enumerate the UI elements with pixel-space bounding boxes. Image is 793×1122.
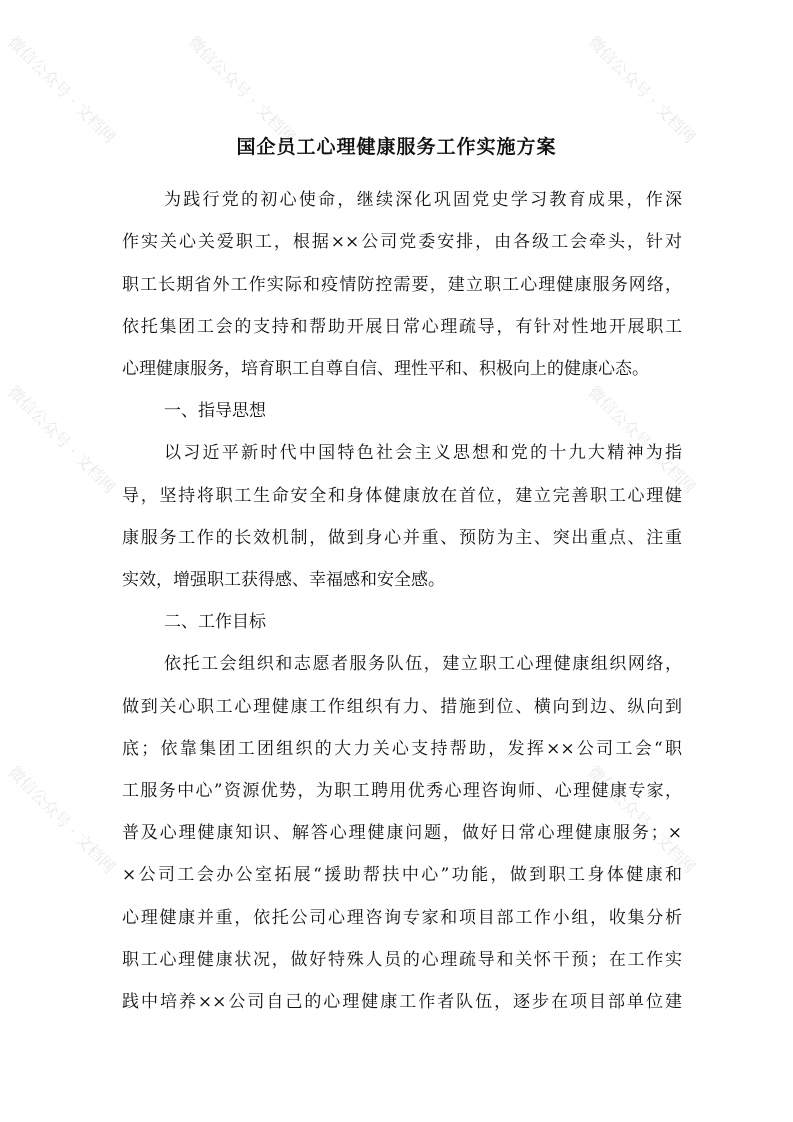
- intro-line: 心理健康服务，培育职工自尊自信、理性平和、积极向上的健康心态。: [122, 359, 649, 379]
- watermark: 微信公众号 · 文档网: [4, 382, 120, 497]
- section2-line: 践中培养××公司自己的心理健康工作者队伍，逐步在项目部单位建: [122, 992, 682, 1012]
- section1-line: 实效，增强职工获得感、幸福感和安全感。: [122, 570, 445, 590]
- section-heading-work-goals: 二、工作目标: [164, 612, 266, 632]
- watermark: 微信公众号 · 文档网: [584, 32, 700, 147]
- section2-line: 普及心理健康知识、解答心理健康问题，做好日常心理健康服务；×: [122, 823, 682, 843]
- watermark: 微信公众号 · 文档网: [584, 762, 700, 877]
- intro-line: 作实关心关爱职工，根据××公司党委安排，由各级工会牵头，针对: [122, 232, 682, 252]
- section2-line: 依托工会组织和志愿者服务队伍，建立职工心理健康组织网络，: [164, 654, 682, 674]
- intro-line: 依托集团工会的支持和帮助开展日常心理疏导，有针对性地开展职工: [122, 317, 682, 337]
- section2-line: 做到关心职工心理健康工作组织有力、措施到位、横向到边、纵向到: [122, 697, 682, 717]
- watermark: 微信公众号 · 文档网: [184, 32, 300, 147]
- watermark: 微信公众号 · 文档网: [4, 32, 120, 147]
- section1-line: 以习近平新时代中国特色社会主义思想和党的十九大精神为指: [164, 443, 682, 463]
- intro-line: 职工长期省外工作实际和疫情防控需要，建立职工心理健康服务网络，: [122, 275, 682, 295]
- section1-line: 康服务工作的长效机制，做到身心并重、预防为主、突出重点、注重: [122, 528, 682, 548]
- intro-line: 为践行党的初心使命，继续深化巩固党史学习教育成果，作深: [164, 190, 682, 210]
- section2-line: 底；依靠集团工团组织的大力关心支持帮助，发挥××公司工会“职: [122, 739, 682, 759]
- document-title: 国企员工心理健康服务工作实施方案: [236, 136, 557, 158]
- section1-line: 导，坚持将职工生命安全和身体健康放在首位，建立完善职工心理健: [122, 486, 682, 506]
- section2-line: ×公司工会办公室拓展“援助帮扶中心”功能，做到职工身体健康和: [122, 865, 682, 885]
- watermark: 微信公众号 · 文档网: [4, 762, 120, 877]
- watermark: 微信公众号 · 文档网: [584, 382, 700, 497]
- section2-line: 工服务中心”资源优势，为职工聘用优秀心理咨询师、心理健康专家，: [122, 781, 682, 801]
- section-heading-guiding-ideology: 一、指导思想: [164, 401, 266, 421]
- section2-line: 职工心理健康状况，做好特殊人员的心理疏导和关怀干预；在工作实: [122, 950, 682, 970]
- section2-line: 心理健康并重，依托公司心理咨询专家和项目部工作小组，收集分析: [122, 908, 682, 928]
